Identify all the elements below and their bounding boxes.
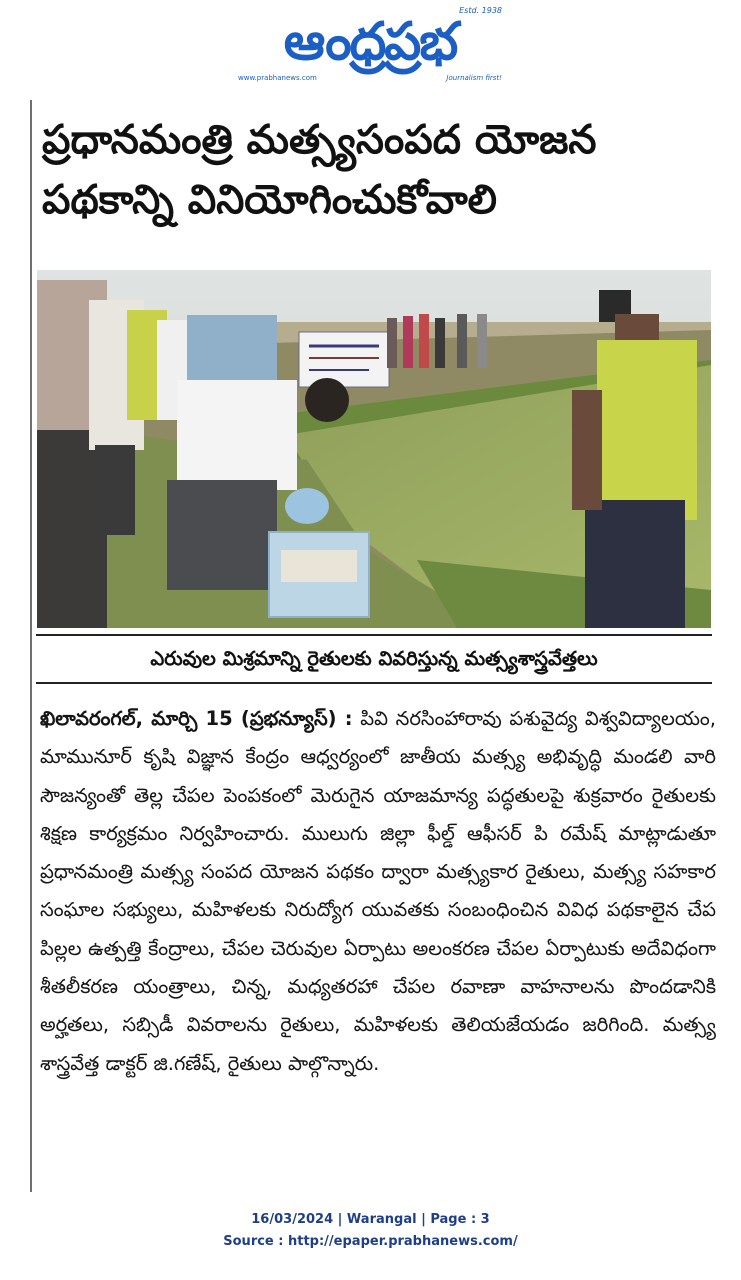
photo-caption: ఎరువుల మిశ్రమాన్ని రైతులకు వివరిస్తున్న మత్స్యశాస్త్రవేత్తలు: [36, 634, 712, 684]
masthead-estd: Estd. 1938: [459, 6, 502, 15]
masthead-logo: [230, 6, 510, 84]
footer-date-edition: 16/03/2024 | Warangal | Page : 3: [251, 1212, 490, 1227]
footer-source-link[interactable]: Source : http://epaper.prabhanews.com/: [223, 1234, 518, 1249]
article-headline: ప్రధానమంత్రి మత్స్యసంపద యోజన పథకాన్ని వినియోగించుకోవాలి: [42, 117, 597, 223]
masthead-url: www.prabhanews.com: [238, 74, 317, 82]
article-body: [40, 700, 716, 1083]
masthead-title: ఆంధ్రప్రభ: [283, 12, 457, 72]
article-photo: [37, 270, 711, 628]
masthead-tagline: Journalism first!: [446, 74, 502, 82]
article-dateline: ఖిలావరంగల్, మార్చి 15 (ప్రభన్యూస్) :: [40, 707, 353, 730]
article-body-text: పివి నరసింహారావు పశువైద్య విశ్వవిద్యాలయం, మామునూర్ కృషి విజ్ఞాన కేంద్రం ఆధ్వర్యంలో జాతీయ మత్స్య అభివృద్ధి మండలి వారి సౌజన్యంతో తెల్ల చేపల పెంపకంలో మెరుగైన యాజమాన్య పద్ధతులపై శుక్రవారం రైతులకు శిక్షణ కార్యక్రమం నిర్వహించారు. ములుగు జిల్లా ఫీల్డ్ ఆఫీసర్ పి రమేష్ మాట్లాడుతూ ప్రధానమంత్రి మత్స్య సంపద యోజన పథకం ద్వారా మత్స్యకార రైతులు, మత్స్య సహకార సంఘాల సభ్యులు, మహిళలకు నిరుద్యోగ యువతకు సంబంధించిన వివిధ పథకాలైన చేప పిల్లల ఉత్పత్తి కేంద్రాలు, చేపల చెరువుల ఏర్పాటు అలంకరణ చేపల ఏర్పాటుకు అదేవిధంగా శీతలీకరణ యంత్రాలు, చిన్న, మధ్యతరహా చేపల రవాణా వాహనాలను పొందడానికి అర్హతలు, సబ్సిడీ వివరాలను రైతులు, మహిళలకు తెలియజేయడం జరిగింది. మత్స్య శాస్త్రవేత్త డాక్టర్ జి.గణేష్, రైతులు పాల్గొన్నారు.: [40, 707, 716, 1075]
